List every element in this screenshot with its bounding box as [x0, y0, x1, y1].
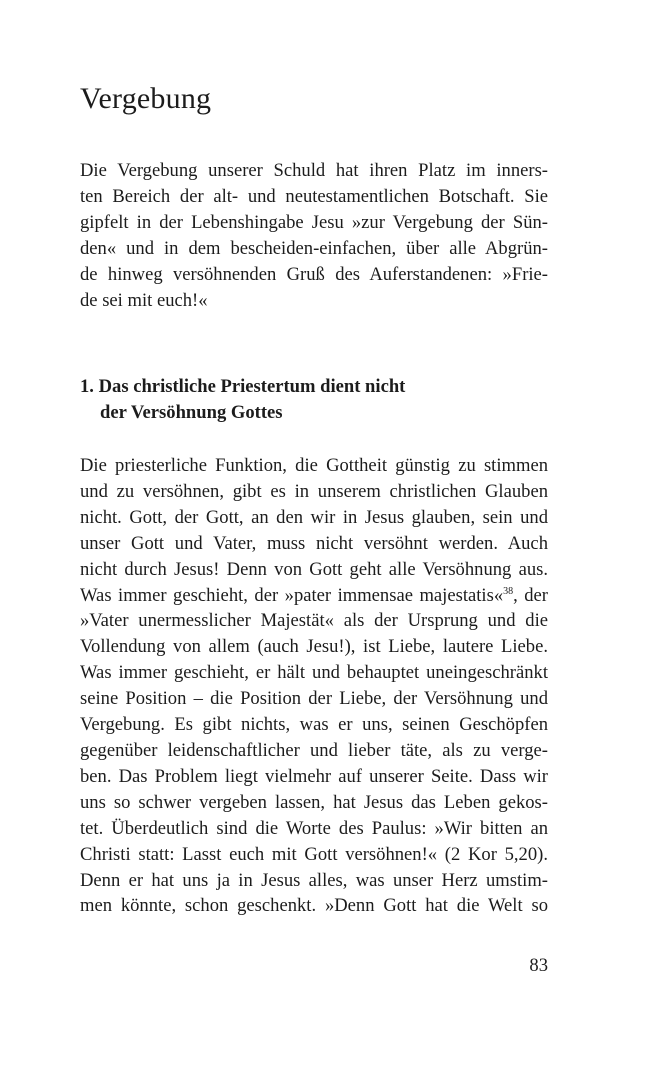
text-line: de sei mit euch!« [80, 289, 208, 311]
chapter-title: Vergebung [80, 82, 212, 115]
section-number: 1. [80, 376, 94, 397]
text-line-with-footnote [80, 583, 548, 609]
text-line: und zu versöhnen, gibt es in unserem christlichen Glauben [80, 480, 548, 502]
text-line: de hinweg versöhnenden Gruß des Auferstandenen: »Frie- [80, 263, 548, 285]
section-title-part-2: der Versöhnung Gottes [100, 401, 283, 423]
text-line: nicht. Gott, der Gott, an den wir in Jesus glauben, sein und [80, 506, 548, 528]
text-line: Vollendung von allem (auch Jesu!), ist Liebe, lautere Liebe. [80, 636, 548, 658]
text-line: Was immer geschieht, er hält und behauptet uneingeschränkt [80, 662, 548, 684]
text-line: gegenüber leidenschaftlicher und lieber täte, als zu verge- [80, 739, 548, 761]
text-line: men könnte, schon geschenkt. »Denn Gott hat die Welt so [80, 895, 548, 917]
text-line: nicht durch Jesus! Denn von Gott geht alle Versöhnung aus. [80, 558, 548, 580]
text-line: »Vater unermesslicher Majestät« als der Ursprung und die [80, 610, 548, 632]
text-line: Denn er hat uns ja in Jesus alles, was unser Herz umstim- [80, 869, 548, 891]
text-line: gipfelt in der Lebenshingabe Jesu »zur Vergebung der Sün- [80, 211, 548, 233]
text-line: Vergebung. Es gibt nichts, was er uns, seinen Geschöpfen [80, 714, 548, 736]
text-line: Die Vergebung unserer Schuld hat ihren Platz im inners- [80, 160, 548, 181]
section-title-part-1: Das christliche Priestertum dient nicht [98, 376, 406, 397]
page-number: 83 [529, 955, 548, 976]
text-line: uns so schwer vergeben lassen, hat Jesus das Leben gekos- [80, 791, 548, 813]
text-line: unser Gott und Vater, muss nicht versöhnt werden. Auch [80, 532, 548, 554]
text-segment: , der [513, 584, 549, 606]
section-heading [80, 374, 548, 426]
body-paragraph [80, 453, 548, 919]
text-line: tet. Überdeutlich sind die Worte des Paulus: »Wir bitten an [80, 817, 548, 839]
text-line: seine Position – die Position der Liebe, der Versöhnung und [80, 688, 548, 710]
text-segment: Was immer geschieht, der »pater immensae majestatis« [80, 584, 504, 606]
text-line: den« und in dem bescheiden-einfachen, über alle Abgrün- [80, 237, 548, 259]
section-heading-line-1 [80, 374, 548, 400]
footnote-marker: 38 [503, 585, 514, 597]
text-line: Die priesterliche Funktion, die Gottheit günstig zu stimmen [80, 455, 548, 476]
text-line: ben. Das Problem liegt vielmehr auf unserer Seite. Dass wir [80, 765, 548, 787]
text-line: ten Bereich der alt- und neutestamentlichen Botschaft. Sie [80, 185, 548, 207]
text-line: Christi statt: Lasst euch mit Gott versöhnen!« (2 Kor 5,20). [80, 843, 548, 865]
intro-paragraph [80, 158, 548, 313]
